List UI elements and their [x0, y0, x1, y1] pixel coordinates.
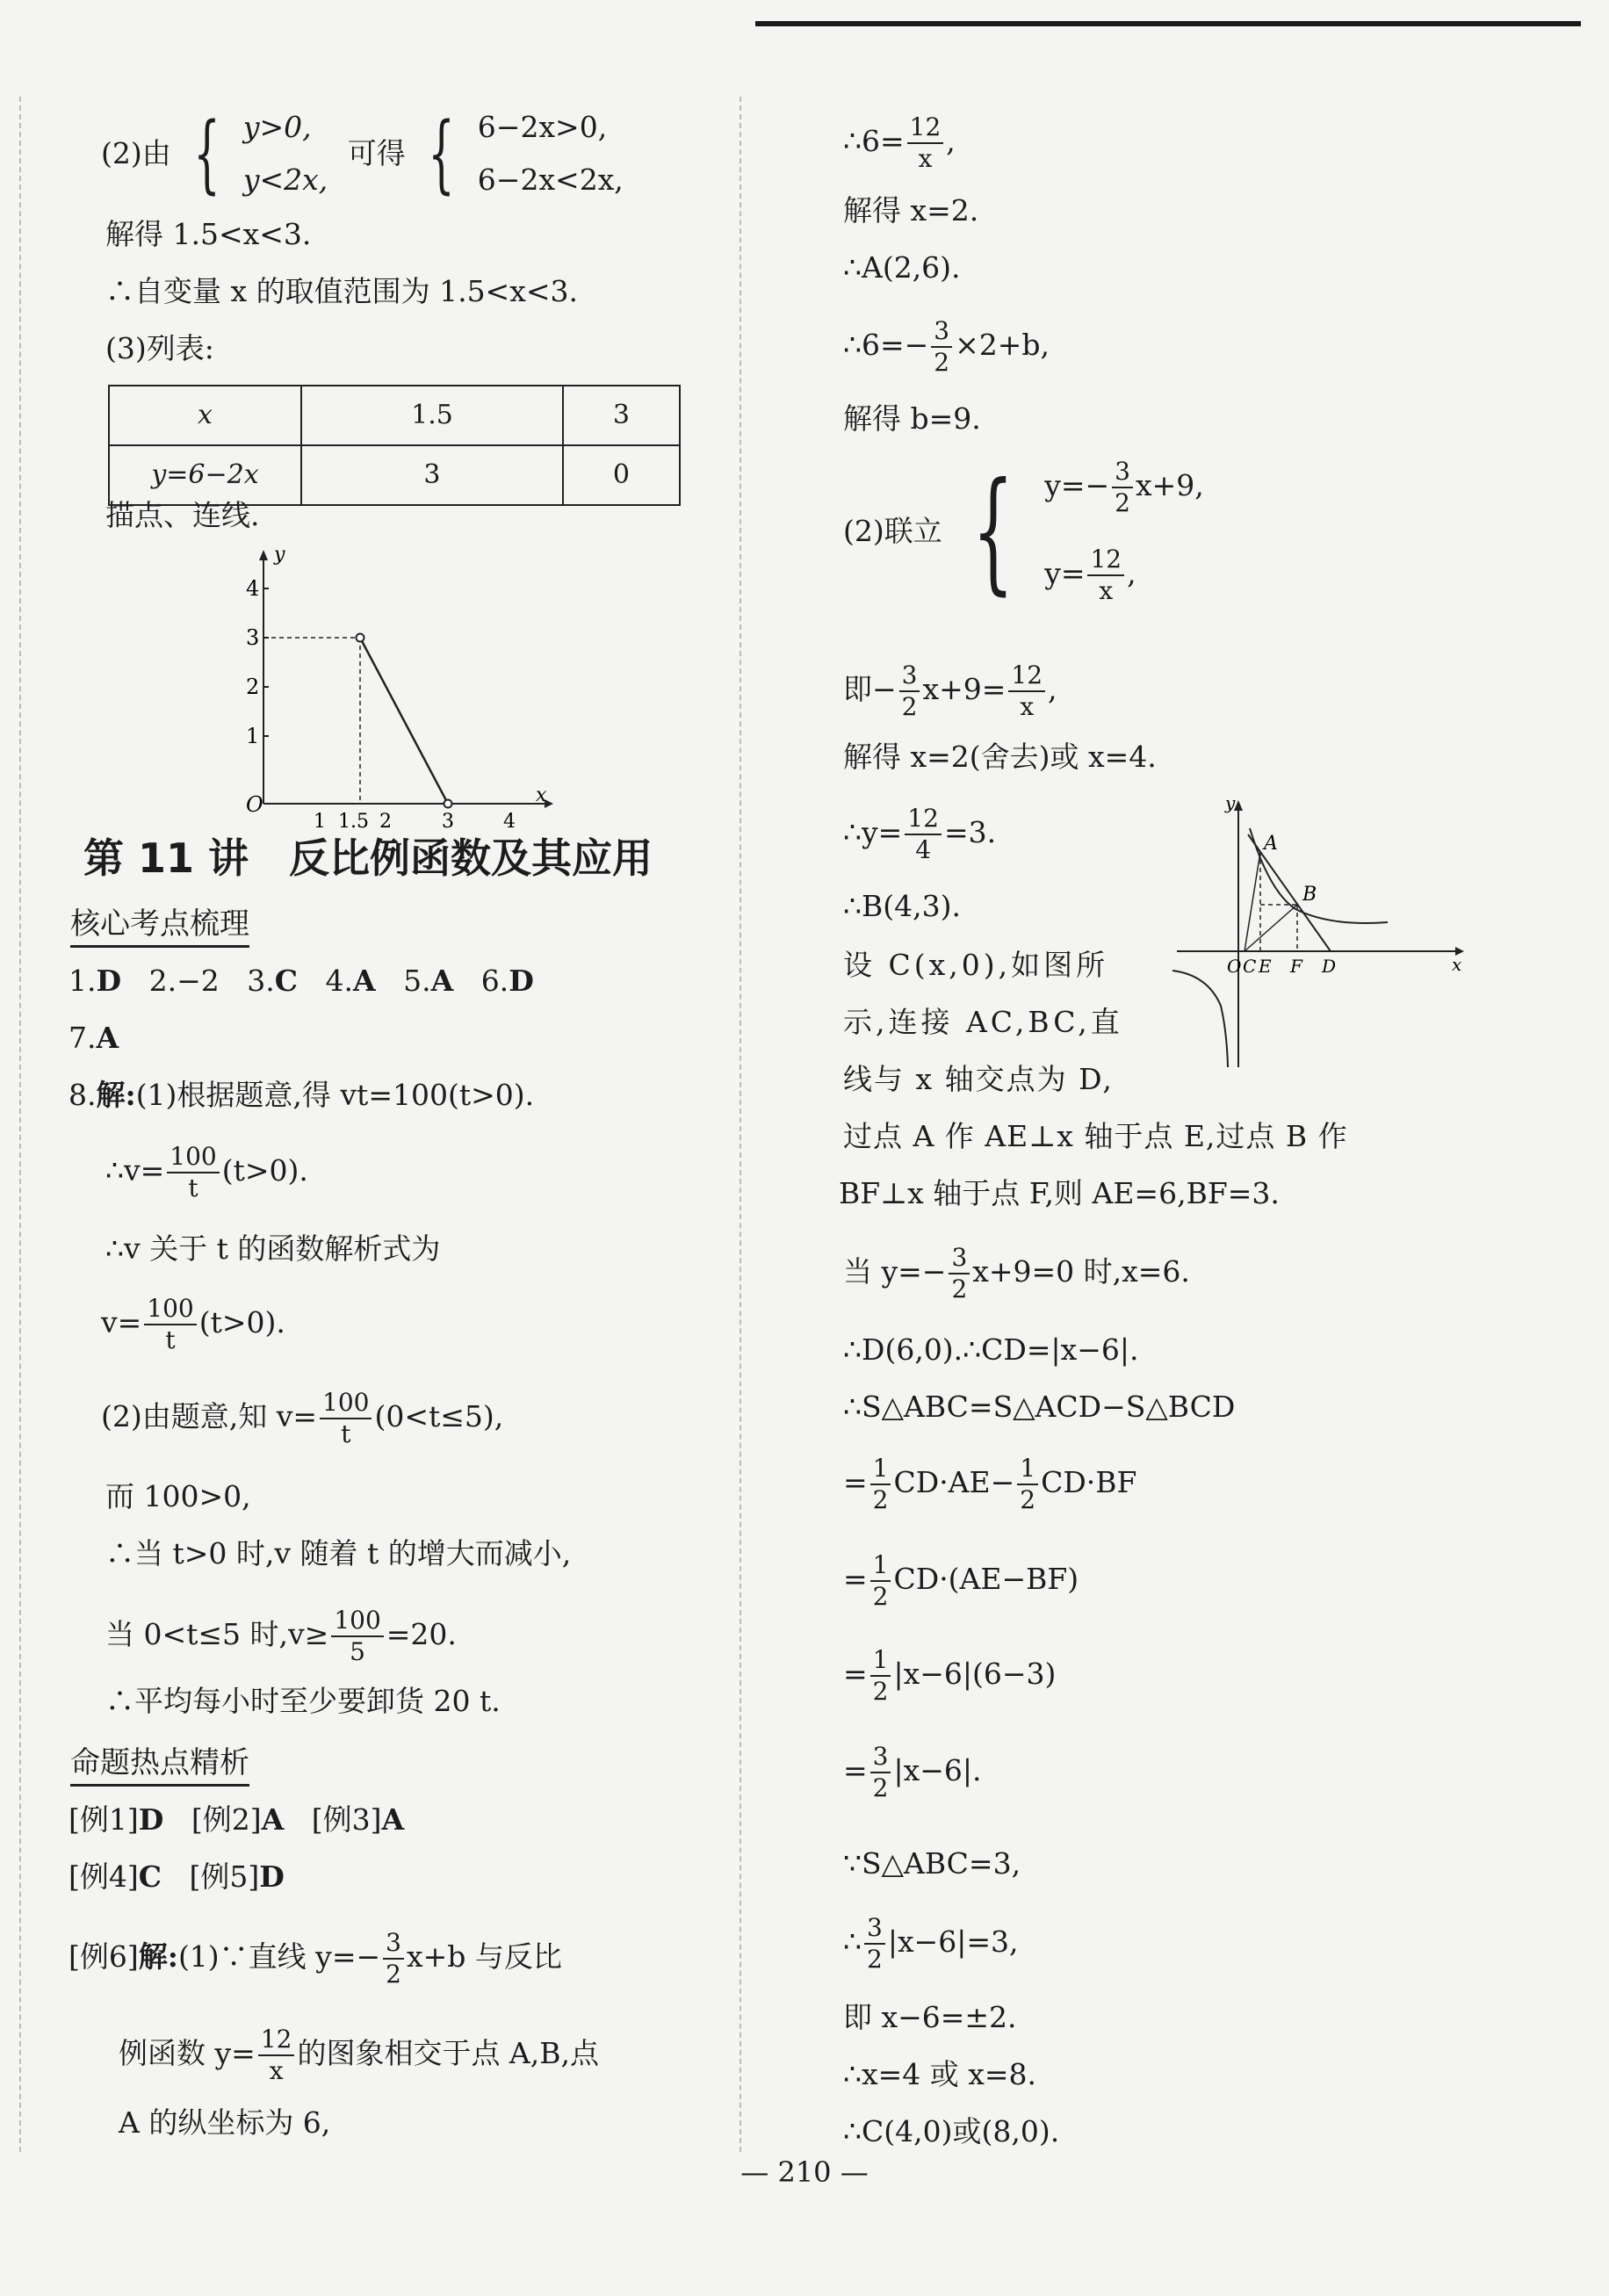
table-cell: 3	[563, 386, 680, 445]
r-line-13: 线与 x 轴交点为 D,	[843, 1062, 1114, 1096]
table-cell: y=6−2x	[109, 445, 301, 505]
x-axis-label: x	[1452, 954, 1462, 975]
origin-label: O	[246, 792, 263, 817]
segment-bc	[1245, 905, 1297, 951]
left-column	[0, 0, 729, 2152]
open-point	[444, 800, 452, 808]
page-number: — 210 —	[740, 2155, 869, 2189]
r-line-25: 即 x−6=±2.	[843, 2000, 1017, 2034]
y-axis-label: y	[1225, 792, 1236, 813]
tick-label: 3	[442, 811, 454, 833]
brace: {	[193, 105, 221, 203]
brace: {	[428, 105, 456, 203]
q8-line-8: 当 0<t≤5 时,v≥ $\frac{100}{5}$ =20.	[105, 1606, 457, 1666]
r-line-2: 解得 x=2.	[843, 193, 979, 227]
chapter-title: 第 11 讲 反比例函数及其应用	[83, 834, 653, 882]
plot-instruction: 描点、连线.	[105, 498, 260, 532]
answers-line-1: 1.D 2.−2 3.C 4.A 5.A 6.D	[69, 964, 534, 998]
y-axis-arrow-icon	[259, 550, 268, 560]
r-line-5: 解得 b=9.	[843, 401, 981, 436]
part2-system	[101, 101, 624, 206]
y-axis-arrow-icon	[1234, 800, 1243, 811]
hyperbola-branch-left	[1172, 971, 1228, 1067]
q8-line-3: ∴v 关于 t 的函数解析式为	[105, 1231, 441, 1266]
examples-line-2: [例4]C [例5]D	[69, 1859, 285, 1894]
r-line-8: 解得 x=2(舍去)或 x=4.	[843, 740, 1157, 774]
r-line-3: ∴A(2,6).	[843, 250, 961, 285]
q8-line-1: 8.解:(1)根据题意,得 vt=100(t>0).	[69, 1078, 535, 1112]
q8-line-2: ∴v= $\frac{100}{t}$ (t>0).	[105, 1142, 308, 1202]
r-line-16: 当 y=− $\frac{3}{2}$ x+9=0 时,x=6.	[843, 1243, 1190, 1303]
table-cell: x	[109, 386, 301, 445]
q8-line-4: v= $\frac{100}{t}$ (t>0).	[101, 1294, 285, 1354]
r-line-24: ∴ $\frac{3}{2}$ |x−6|=3,	[843, 1913, 1019, 1974]
r-line-22: = $\frac{3}{2}$ |x−6|.	[843, 1742, 982, 1802]
r-system: (2)联立 { y=− $\frac{3}{2}$ x+9, y= $\frac{12}{x}$ ,	[843, 455, 1204, 608]
connector-text: 可得	[347, 136, 406, 170]
table-cell: 0	[563, 445, 680, 505]
inequality: y>0,	[242, 110, 312, 144]
point-b-label: B	[1302, 884, 1317, 906]
right-column	[755, 0, 1598, 2152]
point-a-label: A	[1264, 833, 1278, 855]
inequality: y<2x,	[242, 162, 328, 197]
ex6-line-1: [例6]解:(1)∵直线 y=− $\frac{3}{2}$ x+b 与反比	[69, 1928, 562, 1989]
r-line-9: ∴y= $\frac{12}{4}$ =3.	[843, 804, 997, 864]
q8-line-6: 而 100>0,	[105, 1479, 251, 1513]
table-cell: 3	[301, 445, 563, 505]
origin-label: O	[1227, 956, 1242, 977]
open-point	[357, 634, 364, 642]
part2-intro: (2)由	[101, 136, 171, 170]
q8-line-7: ∴当 t>0 时,v 随着 t 的增大而减小,	[105, 1536, 572, 1570]
r-line-11: 设 C(x,0),如图所	[843, 948, 1109, 982]
examples-line-1: [例1]D [例2]A [例3]A	[69, 1802, 405, 1837]
r-line-1: ∴6= $\frac{12}{x}$ ,	[843, 112, 956, 173]
part3-label: (3)列表:	[105, 331, 214, 365]
tick-label: 1.5	[338, 811, 369, 833]
r-line-17: ∴D(6,0).∴CD=|x−6|.	[843, 1332, 1139, 1367]
brace: {	[972, 455, 1014, 608]
r-line-27: ∴C(4,0)或(8,0).	[843, 2114, 1060, 2148]
inequality: 6−2x>0,	[477, 110, 608, 144]
r-line-14: 过点 A 作 AE⊥x 轴于点 E,过点 B 作	[843, 1119, 1348, 1153]
section-heading-hot: 命题热点精析	[70, 1735, 249, 1791]
r-line-10: ∴B(4,3).	[843, 889, 961, 923]
point-c-label: C	[1243, 956, 1257, 977]
r-line-23: ∵S△ABC=3,	[843, 1846, 1021, 1881]
table-cell: 1.5	[301, 386, 563, 445]
r-line-12: 示,连接 AC,BC,直	[843, 1005, 1123, 1039]
linear-function-graph	[228, 544, 562, 833]
table-row	[109, 386, 680, 445]
point-f-label: F	[1290, 956, 1302, 977]
r-line-26: ∴x=4 或 x=8.	[843, 2057, 1036, 2091]
tick-label: 4	[503, 811, 516, 833]
function-line	[360, 638, 448, 804]
tick-label: 3	[246, 625, 260, 650]
tick-label: 2	[246, 675, 260, 699]
tick-label: 1	[314, 811, 326, 833]
range-line: ∴自变量 x 的取值范围为 1.5<x<3.	[105, 274, 578, 308]
column-divider	[740, 97, 741, 2152]
solve-line: 解得 1.5<x<3.	[105, 217, 312, 251]
hyperbola-figure	[1172, 786, 1471, 1076]
r-line-19: = $\frac{1}{2}$ CD·AE− $\frac{1}{2}$ CD·BF	[843, 1454, 1137, 1514]
ex6-line-3: A 的纵坐标为 6,	[119, 2105, 331, 2140]
r-line-18: ∴S△ABC=S△ACD−S△BCD	[843, 1390, 1236, 1424]
r-line-4: ∴6=− $\frac{3}{2}$ ×2+b,	[843, 316, 1050, 377]
ex6-line-2: 例函数 y= $\frac{12}{x}$ 的图象相交于点 A,B,点	[119, 2025, 599, 2085]
x-axis-label: x	[536, 784, 547, 806]
inequality: 6−2x<2x,	[477, 162, 624, 197]
r-line-21: = $\frac{1}{2}$ |x−6|(6−3)	[843, 1645, 1057, 1706]
r-line-15: BF⊥x 轴于点 F,则 AE=6,BF=3.	[839, 1176, 1280, 1210]
tick-label: 2	[379, 811, 392, 833]
tick-label: 4	[246, 576, 260, 601]
q8-line-5: (2)由题意,知 v= $\frac{100}{t}$ (0<t≤5),	[101, 1388, 504, 1448]
q8-line-9: ∴平均每小时至少要卸货 20 t.	[105, 1684, 501, 1718]
r-line-20: = $\frac{1}{2}$ CD·(AE−BF)	[843, 1550, 1079, 1611]
segment-ac	[1245, 852, 1260, 951]
answers-line-2: 7.A	[69, 1021, 119, 1055]
r-line-7: 即− $\frac{3}{2}$ x+9= $\frac{12}{x}$ ,	[843, 661, 1057, 721]
point-e-label: E	[1259, 956, 1272, 977]
point-d-label: D	[1322, 956, 1337, 977]
section-heading-core: 核心考点梳理	[70, 896, 249, 952]
tick-label: 1	[246, 724, 260, 748]
y-axis-label: y	[274, 544, 285, 566]
